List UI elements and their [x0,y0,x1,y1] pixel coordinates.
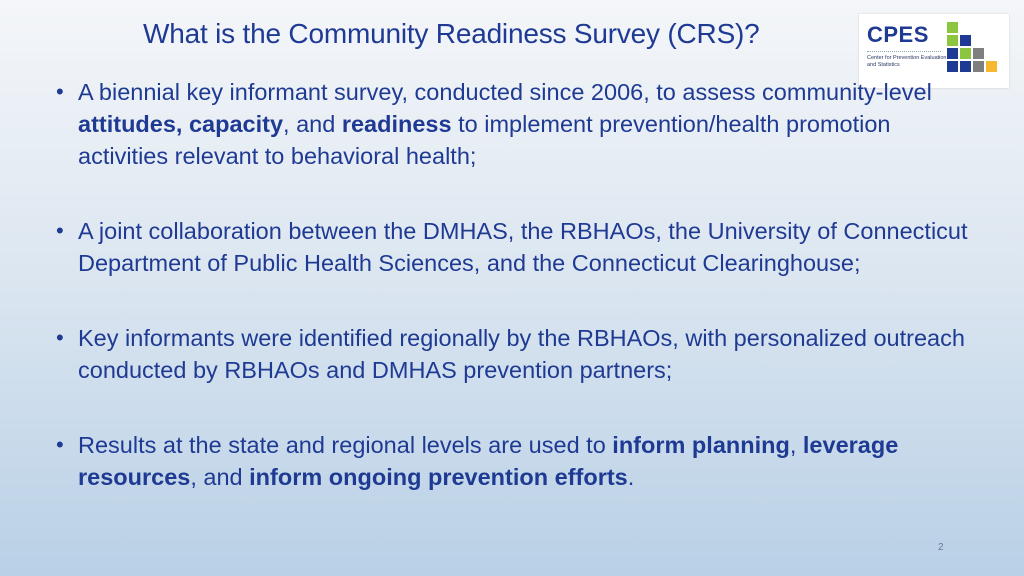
logo-divider [867,51,941,52]
bullet-item-3: • Key informants were identified regionally by the RBHAOs, with personalized outreach conducted by RBHAOs and DMHAS prevention partners; [56,322,976,386]
logo-grid-icon [945,22,1001,80]
page-number: 2 [938,542,944,553]
logo-wordmark: CPES [867,22,929,47]
bullet-item-2: • A joint collaboration between the DMHAS, the RBHAOs, the University of Connecticut Department of Public Health Sciences, and the Connecticut Clearinghouse; [56,215,976,279]
slide-title: What is the Community Readiness Survey (CRS)? [143,18,760,49]
logo-subtitle: Center for Prevention Evaluation and Statistics [867,55,947,68]
bullet-list [56,76,976,493]
bullet-item-1: • A biennial key informant survey, conducted since 2006, to assess community-level attitudes, capacity, and readiness to implement prevention/health promotion activities relevant to behavioral health; [56,76,976,172]
bullet-item-4: • Results at the state and regional levels are used to inform planning, leverage resources, and inform ongoing prevention efforts. [56,429,976,493]
